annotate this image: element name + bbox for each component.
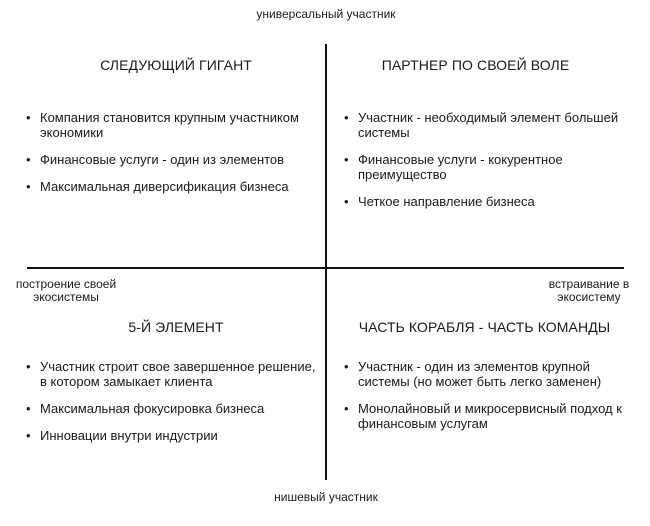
bullet-icon: •	[344, 359, 349, 374]
bullet-icon: •	[344, 194, 349, 209]
list-item-text: Максимальная фокусировка бизнеса	[40, 401, 265, 416]
list-item	[344, 359, 634, 389]
horizontal-axis-line	[27, 267, 624, 269]
quadrant-title-bottom-left: 5-Й ЭЛЕМЕНТ	[128, 319, 224, 335]
bullet-icon: •	[344, 401, 349, 416]
bullet-icon: •	[26, 428, 31, 443]
list-item-text: Компания становится крупным участником экономики	[40, 110, 299, 140]
bullet-list-top-right	[344, 110, 634, 221]
bullet-icon: •	[26, 179, 31, 194]
bullet-list-bottom-left	[26, 359, 316, 455]
list-item	[26, 152, 316, 167]
list-item-text: Монолайновый и микросервисный подход к финансовым услугам	[358, 401, 622, 431]
quadrant-title-top-left: СЛЕДУЮЩИЙ ГИГАНТ	[100, 57, 252, 73]
list-item	[344, 152, 634, 182]
list-item-text: Четкое направление бизнеса	[358, 194, 535, 209]
bullet-icon: •	[344, 152, 349, 167]
axis-label-top: универсальный участник	[256, 7, 396, 21]
list-item	[26, 359, 316, 389]
quadrant-title-top-right: ПАРТНЕР ПО СВОЕЙ ВОЛЕ	[381, 57, 570, 73]
bullet-icon: •	[26, 152, 31, 167]
axis-label-bottom: нишевый участник	[274, 490, 378, 504]
quadrant-title-bottom-right: ЧАСТЬ КОРАБЛЯ - ЧАСТЬ КОМАНДЫ	[358, 319, 611, 335]
list-item-text: Участник - один из элементов крупной системы (но может быть легко заменен)	[358, 359, 602, 389]
list-item-text: Инновации внутри индустрии	[40, 428, 218, 443]
bullet-icon: •	[26, 401, 31, 416]
list-item-text: Участник - необходимый элемент большей системы	[358, 110, 619, 140]
vertical-axis-line	[325, 44, 327, 480]
list-item-text: Максимальная диверсификация бизнеса	[40, 179, 289, 194]
list-item	[344, 194, 634, 209]
list-item	[344, 110, 634, 140]
list-item-text: Финансовые услуги - кокурентное преимущество	[358, 152, 563, 182]
list-item-text: Финансовые услуги - один из элементов	[40, 152, 285, 167]
list-item	[26, 110, 316, 140]
axis-label-right: встраивание в экосистему	[548, 277, 630, 304]
bullet-list-top-left	[26, 110, 316, 206]
list-item	[26, 401, 316, 416]
list-item	[26, 428, 316, 443]
bullet-icon: •	[344, 110, 349, 125]
bullet-list-bottom-right	[344, 359, 634, 443]
list-item	[26, 179, 316, 194]
list-item	[344, 401, 634, 431]
axis-label-left: построение своей экосистемы	[15, 277, 117, 304]
bullet-icon: •	[26, 359, 31, 374]
bullet-icon: •	[26, 110, 31, 125]
list-item-text: Участник строит свое завершенное решение, в котором замыкает клиента	[40, 359, 316, 389]
